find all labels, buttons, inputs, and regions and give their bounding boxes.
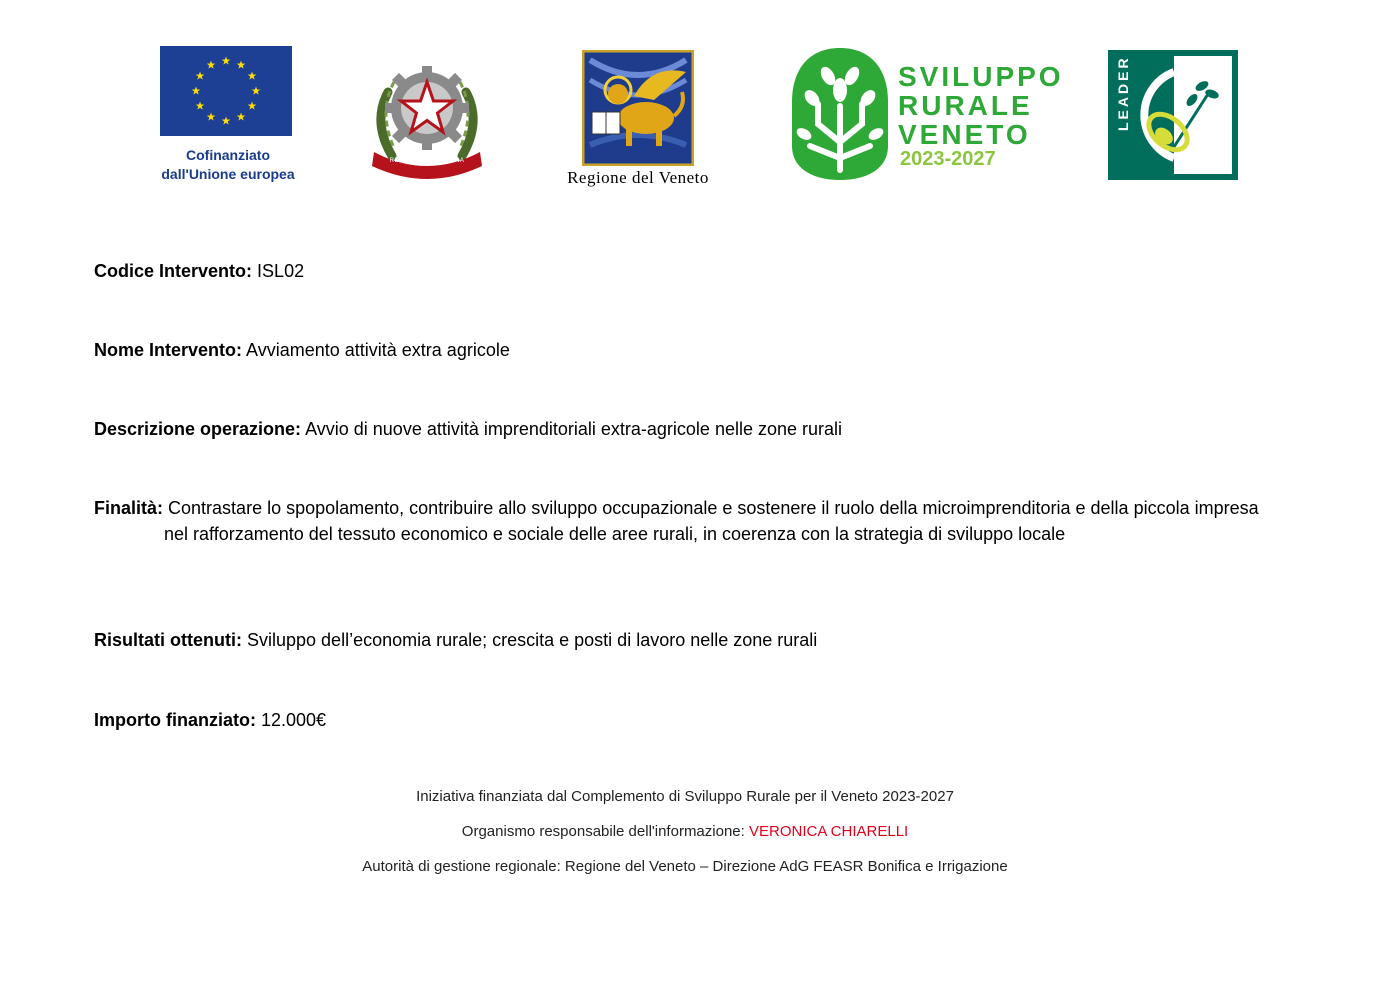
nome-label: Nome Intervento: [94, 340, 243, 360]
srv-line1: SVILUPPO [898, 61, 1064, 92]
eu-cofinanced-logo [150, 46, 306, 184]
descrizione-label: Descrizione operazione: [94, 419, 302, 439]
eu-caption-line2: dall'Unione europea [161, 166, 295, 182]
repubblica-italiana-emblem [368, 52, 486, 184]
risultati-label: Risultati ottenuti: [94, 630, 242, 650]
leader-logo [1108, 50, 1238, 180]
regione-veneto-logo [550, 50, 726, 188]
footer-responsible [0, 823, 1370, 840]
field-importo-finanziato [94, 707, 1284, 733]
italian-emblem-icon [368, 52, 486, 184]
regione-veneto-caption: Regione del Veneto [567, 168, 709, 187]
field-descrizione-operazione [94, 416, 1284, 442]
codice-label: Codice Intervento: [94, 261, 253, 281]
leader-text [1115, 101, 1131, 131]
footer-authority: Autorità di gestione regionale: Regione del Veneto – Direzione AdG FEASR Bonifica e Irrigazione [362, 858, 1008, 875]
sviluppo-rurale-veneto-logo [790, 46, 1064, 186]
field-risultati-ottenuti [94, 627, 1284, 653]
field-nome-intervento [94, 337, 1284, 363]
descrizione-value: Avvio di nuove attività imprenditoriali extra-agricole nelle zone rurali [305, 419, 843, 439]
footer-responsible-prefix: Organismo responsabile dell'informazione: [461, 823, 749, 840]
tree-icon [790, 46, 890, 182]
importo-label: Importo finanziato: [94, 710, 256, 730]
importo-value: 12.000€ [261, 710, 327, 730]
finalita-value: Contrastare lo spopolamento, contribuire allo sviluppo occupazionale e sostenere il ruolo della microimprenditoria e della piccola impresa nel rafforzamento del tessuto economico e sociale delle aree rurali, in coerenza con la strategia di sviluppo locale [164, 498, 1259, 544]
codice-value: ISL02 [257, 261, 305, 281]
srv-line2: RURALE [898, 90, 1033, 121]
eu-flag-icon [160, 46, 292, 136]
srv-line3: VENETO [898, 119, 1031, 150]
risultati-value: Sviluppo dell’economia rurale; crescita e posti di lavoro nelle zone rurali [247, 630, 818, 650]
footer-funding-note: Iniziativa finanziata dal Complemento di Sviluppo Rurale per il Veneto 2023-2027 [416, 788, 954, 805]
footer-responsible-name: VERONICA CHIARELLI [748, 823, 909, 840]
eu-caption-line1: Cofinanziato [186, 147, 270, 163]
field-finalita [94, 495, 1284, 547]
nome-value: Avviamento attività extra agricole [246, 340, 510, 360]
lion-of-saint-mark-icon [582, 50, 694, 166]
finalita-label: Finalità: [94, 498, 164, 518]
srv-years: 2023-2027 [900, 148, 996, 170]
field-codice-intervento [94, 258, 1284, 284]
emblem-ribbon-text: REPVBBLICA ITALIANA [389, 158, 465, 164]
